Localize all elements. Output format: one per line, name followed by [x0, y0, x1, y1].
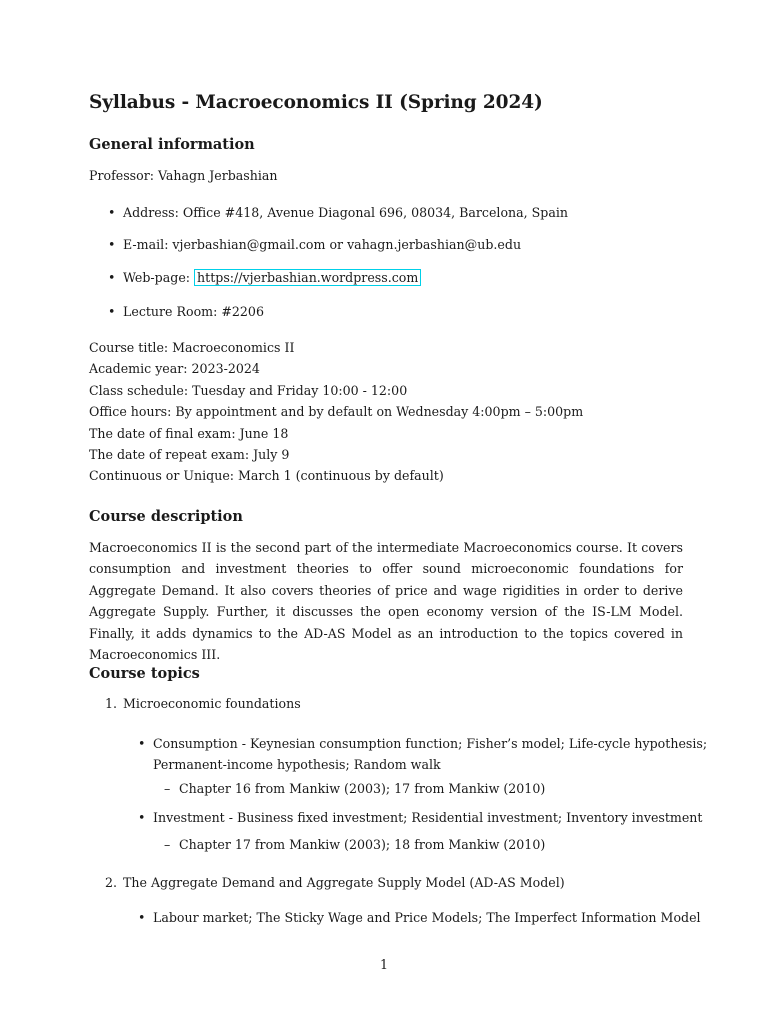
bullet-icon: •	[108, 270, 116, 285]
list-item-address: • Address: Office #418, Avenue Diagonal 696, 08034, Barcelona, Spain	[108, 205, 568, 220]
details-block	[89, 337, 583, 487]
bullet-icon: •	[138, 910, 146, 925]
section-heading-description: Course description	[89, 508, 243, 525]
section-heading-topics: Course topics	[89, 665, 200, 682]
list-item-room: • Lecture Room: #2206	[108, 304, 264, 319]
bullet-icon: •	[138, 810, 146, 825]
detail-line: The date of final exam: June 18	[89, 425, 289, 441]
subtopic-labour-market: • Labour market; The Sticky Wage and Price Models; The Imperfect Information Model	[138, 910, 701, 925]
topic-item-2: 2. The Aggregate Demand and Aggregate Supply Model (AD-AS Model)	[105, 875, 565, 890]
subtopic-reading-1: – Chapter 16 from Mankiw (2003); 17 from Mankiw (2010)	[164, 781, 546, 796]
subtopic-investment: • Investment - Business fixed investment; Residential investment; Inventory investment	[138, 810, 703, 825]
professor-line: Professor: Vahagn Jerbashian	[89, 168, 278, 183]
detail-line: Office hours: By appointment and by default on Wednesday 4:00pm – 5:00pm	[89, 404, 584, 420]
bullet-icon: •	[108, 237, 116, 252]
detail-line: Class schedule: Tuesday and Friday 10:00 - 12:00	[89, 382, 408, 398]
detail-line: Course title: Macroeconomics II	[89, 340, 295, 355]
topic-item-1: 1. Microeconomic foundations	[105, 696, 301, 711]
section-heading-general: General information	[89, 136, 255, 153]
bullet-icon: •	[138, 736, 146, 751]
detail-line: The date of repeat exam: July 9	[89, 447, 290, 463]
detail-line: Academic year: 2023-2024	[89, 361, 260, 377]
subtopic-consumption: • Consumption - Keynesian consumption function; Fisher’s model; Life-cycle hypothesis; Permanent-income hypothesis; Random walk	[153, 733, 707, 775]
bullet-icon: •	[108, 205, 116, 220]
subtopic-reading-2: – Chapter 17 from Mankiw (2003); 18 from Mankiw (2010)	[164, 837, 546, 852]
webpage-link[interactable]: https://vjerbashian.wordpress.com	[194, 269, 421, 286]
list-item-email: • E-mail: vjerbashian@gmail.com or vahagn.jerbashian@ub.edu	[108, 237, 522, 252]
detail-line: Continuous or Unique: March 1 (continuous by default)	[89, 468, 444, 484]
page-number: 1	[379, 957, 388, 972]
list-item-webpage: • Web-page: https://vjerbashian.wordpress.com	[123, 270, 421, 285]
bullet-icon: •	[108, 304, 116, 319]
page-title: Syllabus - Macroeconomics II (Spring 2024)	[89, 92, 543, 113]
description-paragraph: Macroeconomics II is the second part of the intermediate Macroeconomics course. It covers consumption and investment theories to offer sound microeconomic foundations for Aggregate Demand. It also covers theories of price and wage rigidities in order to derive Aggregate Supply. Further, it discusses the open economy version of the IS-LM Model. Finally, it adds dynamics to the AD-AS Model as an introduction to the topics covered in Macroeconomics III.	[89, 540, 683, 663]
